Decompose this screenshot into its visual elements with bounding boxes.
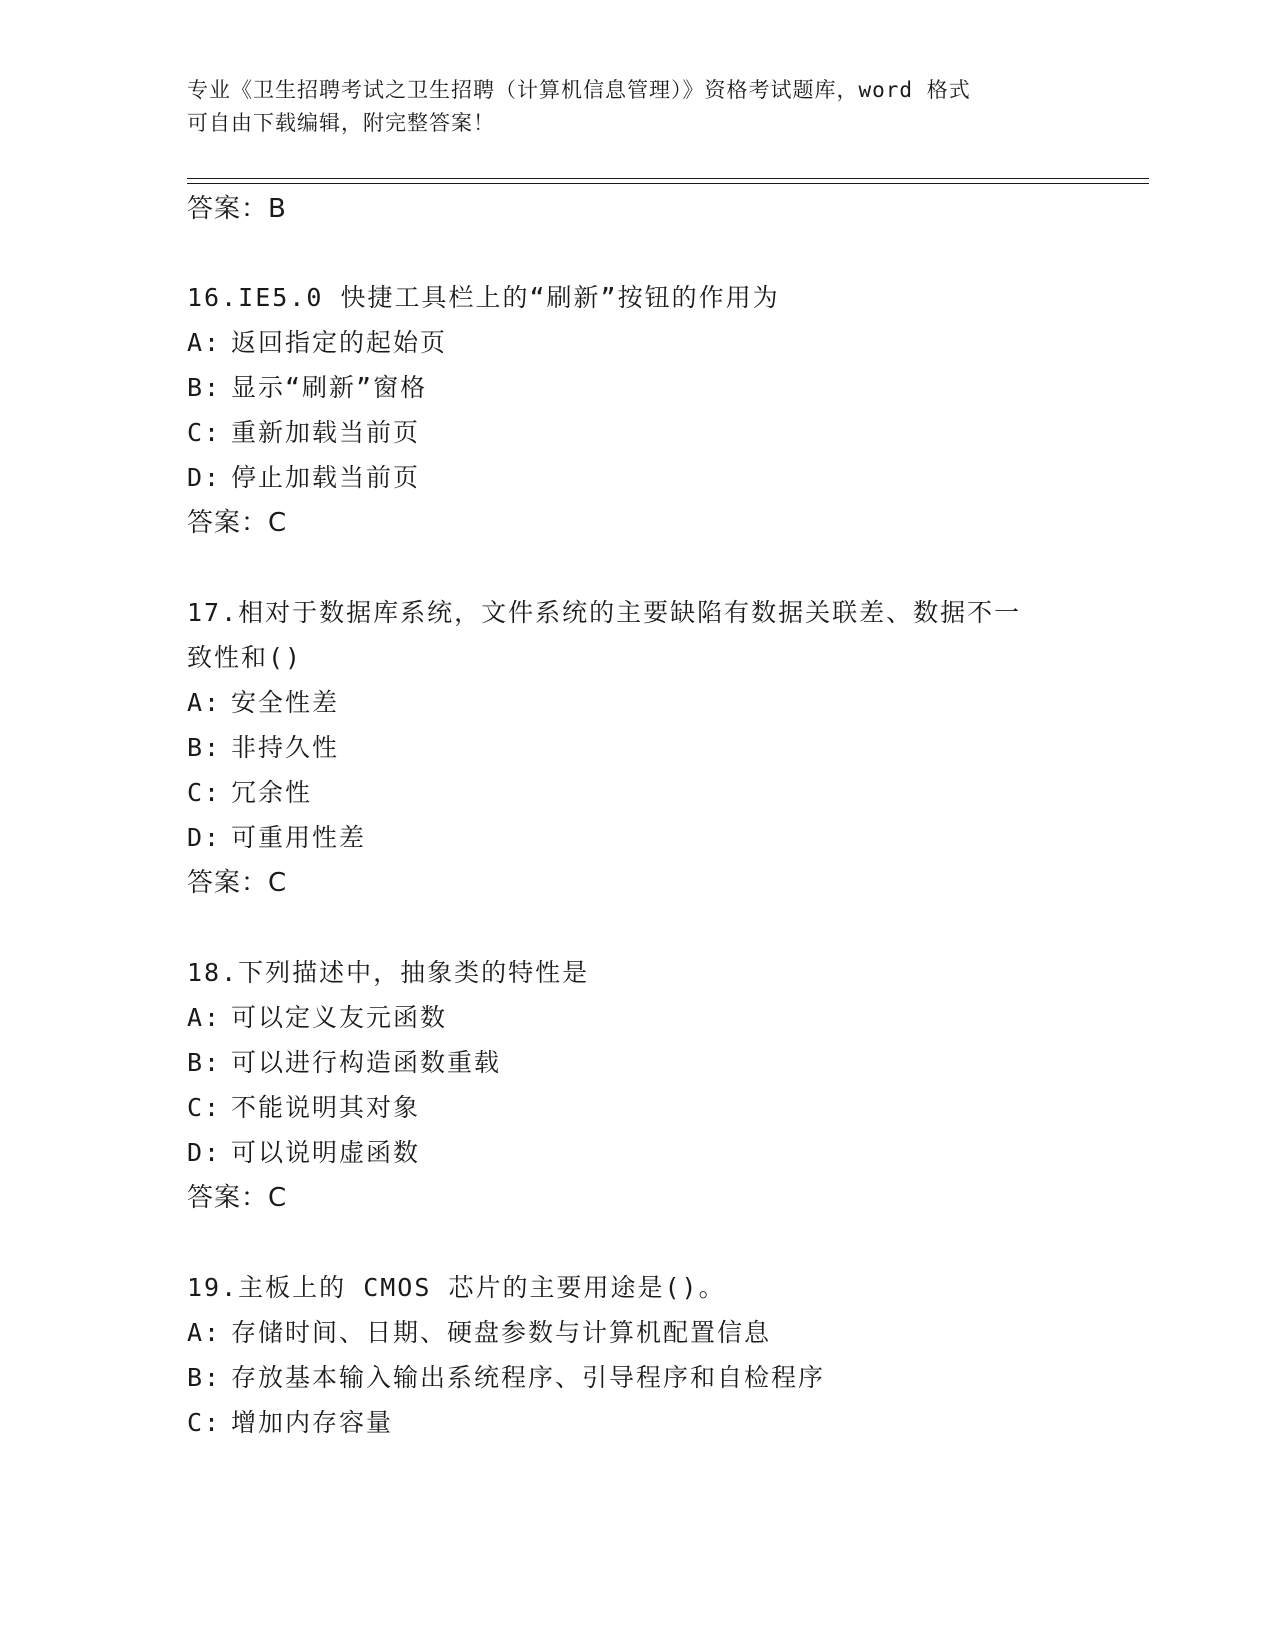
option-letter: D: <box>187 823 222 852</box>
question-18-stem: 18.下列描述中，抽象类的特性是 <box>187 958 590 987</box>
option-text: 可重用性差 <box>231 823 367 852</box>
header-line-1: 专业《卫生招聘考试之卫生招聘（计算机信息管理）》资格考试题库，word 格式 <box>187 78 971 102</box>
option-text: 显示“刷新”窗格 <box>231 373 428 402</box>
question-17-stem-line-2: 致性和() <box>187 643 303 672</box>
option-text: 增加内存容量 <box>231 1408 394 1437</box>
question-17-option-a <box>187 688 339 718</box>
option-letter: A: <box>187 688 222 717</box>
option-letter: C: <box>187 1093 222 1122</box>
option-text: 返回指定的起始页 <box>231 328 448 357</box>
question-17-option-d <box>187 823 366 853</box>
option-letter: A: <box>187 1318 222 1347</box>
question-17-stem-line-1: 17.相对于数据库系统，文件系统的主要缺陷有数据关联差、数据不一 <box>187 598 1022 627</box>
header-line-2: 可自由下载编辑，附完整答案！ <box>187 111 495 135</box>
question-17-answer: 答案：C <box>187 868 288 898</box>
question-17-option-b <box>187 733 339 763</box>
option-text: 可以定义友元函数 <box>231 1003 448 1032</box>
question-16-option-a <box>187 328 447 358</box>
question-17-option-c <box>187 778 312 808</box>
option-letter: B: <box>187 373 222 402</box>
option-text: 不能说明其对象 <box>231 1093 421 1122</box>
option-text: 存放基本输入输出系统程序、引导程序和自检程序 <box>231 1363 826 1392</box>
option-text: 可以进行构造函数重载 <box>231 1048 502 1077</box>
option-text: 重新加载当前页 <box>231 418 421 447</box>
option-text: 停止加载当前页 <box>231 463 421 492</box>
header-divider-top <box>187 178 1149 179</box>
question-18-option-a <box>187 1003 447 1033</box>
question-18-option-b <box>187 1048 501 1078</box>
question-19-option-a <box>187 1318 771 1348</box>
question-16-stem: 16.IE5.0 快捷工具栏上的“刷新”按钮的作用为 <box>187 283 780 312</box>
page-header <box>187 74 1107 140</box>
previous-answer: 答案：B <box>187 194 287 224</box>
question-19-option-c <box>187 1408 393 1438</box>
option-letter: A: <box>187 328 222 357</box>
option-text: 冗余性 <box>231 778 313 807</box>
option-letter: D: <box>187 1138 222 1167</box>
option-text: 存储时间、日期、硬盘参数与计算机配置信息 <box>231 1318 772 1347</box>
header-divider-bottom <box>187 183 1149 184</box>
option-letter: A: <box>187 1003 222 1032</box>
question-18-answer: 答案：C <box>187 1183 288 1213</box>
option-letter: B: <box>187 733 222 762</box>
question-16-answer: 答案：C <box>187 508 288 538</box>
option-text: 安全性差 <box>231 688 340 717</box>
option-letter: C: <box>187 778 222 807</box>
option-letter: B: <box>187 1363 222 1392</box>
question-18-option-c <box>187 1093 420 1123</box>
option-letter: C: <box>187 1408 222 1437</box>
option-letter: D: <box>187 463 222 492</box>
question-16-option-d <box>187 463 420 493</box>
question-16-option-c <box>187 418 420 448</box>
question-16-option-b <box>187 373 427 403</box>
question-19-stem: 19.主板上的 CMOS 芯片的主要用途是()。 <box>187 1273 726 1302</box>
option-text: 非持久性 <box>231 733 340 762</box>
option-letter: B: <box>187 1048 222 1077</box>
option-letter: C: <box>187 418 222 447</box>
question-18-option-d <box>187 1138 420 1168</box>
question-19-option-b <box>187 1363 825 1393</box>
option-text: 可以说明虚函数 <box>231 1138 421 1167</box>
